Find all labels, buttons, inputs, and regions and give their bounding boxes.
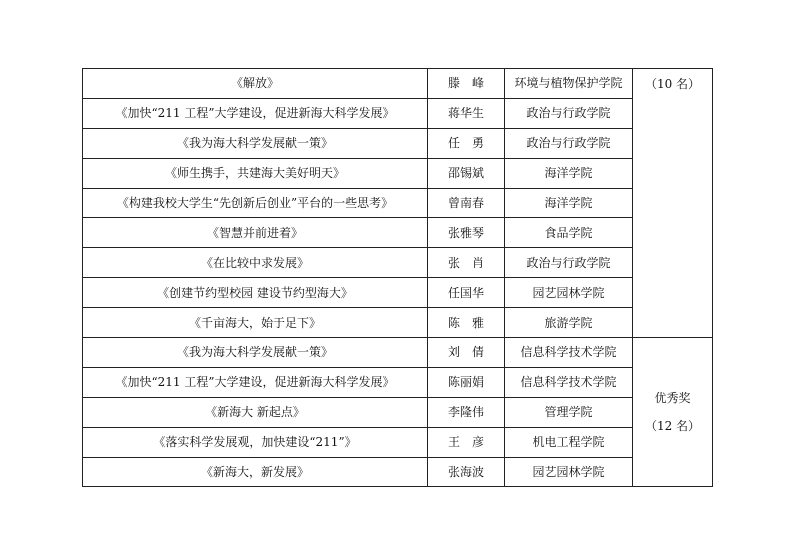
entry-college: 管理学院 [505, 397, 633, 427]
entry-title: 《创建节约型校园 建设节约型海大》 [83, 278, 428, 308]
entry-title: 《智慧并前进着》 [83, 218, 428, 248]
entry-title: 《师生携手，共建海大美好明天》 [83, 158, 428, 188]
entry-college: 政治与行政学院 [505, 128, 633, 158]
entry-title: 《加快“211 工程”大学建设，促进新海大科学发展》 [83, 367, 428, 397]
entry-author: 刘 倩 [428, 338, 505, 368]
table-row [83, 278, 713, 308]
entry-college: 食品学院 [505, 218, 633, 248]
entry-author: 王 彦 [428, 427, 505, 457]
table-row [83, 338, 713, 368]
entry-author: 滕 峰 [428, 69, 505, 99]
award-category-excellence [633, 338, 713, 487]
table-row [83, 248, 713, 278]
entry-author: 邵锡斌 [428, 158, 505, 188]
entry-college: 信息科学技术学院 [505, 338, 633, 368]
entry-title: 《加快“211 工程”大学建设，促进新海大科学发展》 [83, 98, 428, 128]
entry-author: 曾南春 [428, 188, 505, 218]
table-row [83, 188, 713, 218]
entry-author: 陈 雅 [428, 308, 505, 338]
entry-college: 园艺园林学院 [505, 457, 633, 487]
entry-author: 李隆伟 [428, 397, 505, 427]
entry-title: 《落实科学发展观，加快建设“211”》 [83, 427, 428, 457]
entry-college: 机电工程学院 [505, 427, 633, 457]
table-row [83, 308, 713, 338]
entry-author: 陈丽娟 [428, 367, 505, 397]
entry-author: 张 肖 [428, 248, 505, 278]
table-row [83, 158, 713, 188]
table-row [83, 218, 713, 248]
entry-college: 信息科学技术学院 [505, 367, 633, 397]
entry-title: 《我为海大科学发展献一策》 [83, 338, 428, 368]
entry-college: 政治与行政学院 [505, 98, 633, 128]
entry-title: 《新海大 新起点》 [83, 397, 428, 427]
table-row [83, 367, 713, 397]
award-name: 优秀奖 [654, 391, 691, 406]
entry-title: 《我为海大科学发展献一策》 [83, 128, 428, 158]
entry-author: 蒋华生 [428, 98, 505, 128]
award-category-top [633, 69, 713, 338]
table-row [83, 427, 713, 457]
entry-college: 政治与行政学院 [505, 248, 633, 278]
entry-title: 《解放》 [83, 69, 428, 99]
entry-title: 《构建我校大学生“先创新后创业”平台的一些思考》 [83, 188, 428, 218]
entry-author: 张雅琴 [428, 218, 505, 248]
entry-college: 园艺园林学院 [505, 278, 633, 308]
entry-author: 任 勇 [428, 128, 505, 158]
entry-college: 环境与植物保护学院 [505, 69, 633, 99]
award-count-top: （10 名） [644, 77, 701, 91]
table-row [83, 397, 713, 427]
table-row [83, 128, 713, 158]
entry-college: 海洋学院 [505, 188, 633, 218]
table-row [83, 69, 713, 99]
table-row [83, 98, 713, 128]
entry-college: 旅游学院 [505, 308, 633, 338]
awards-table [82, 68, 713, 487]
entry-author: 任国华 [428, 278, 505, 308]
entry-title: 《千亩海大，始于足下》 [83, 308, 428, 338]
table-row [83, 457, 713, 487]
entry-title: 《在比较中求发展》 [83, 248, 428, 278]
award-count: （12 名） [644, 419, 701, 434]
entry-college: 海洋学院 [505, 158, 633, 188]
entry-author: 张海波 [428, 457, 505, 487]
entry-title: 《新海大，新发展》 [83, 457, 428, 487]
